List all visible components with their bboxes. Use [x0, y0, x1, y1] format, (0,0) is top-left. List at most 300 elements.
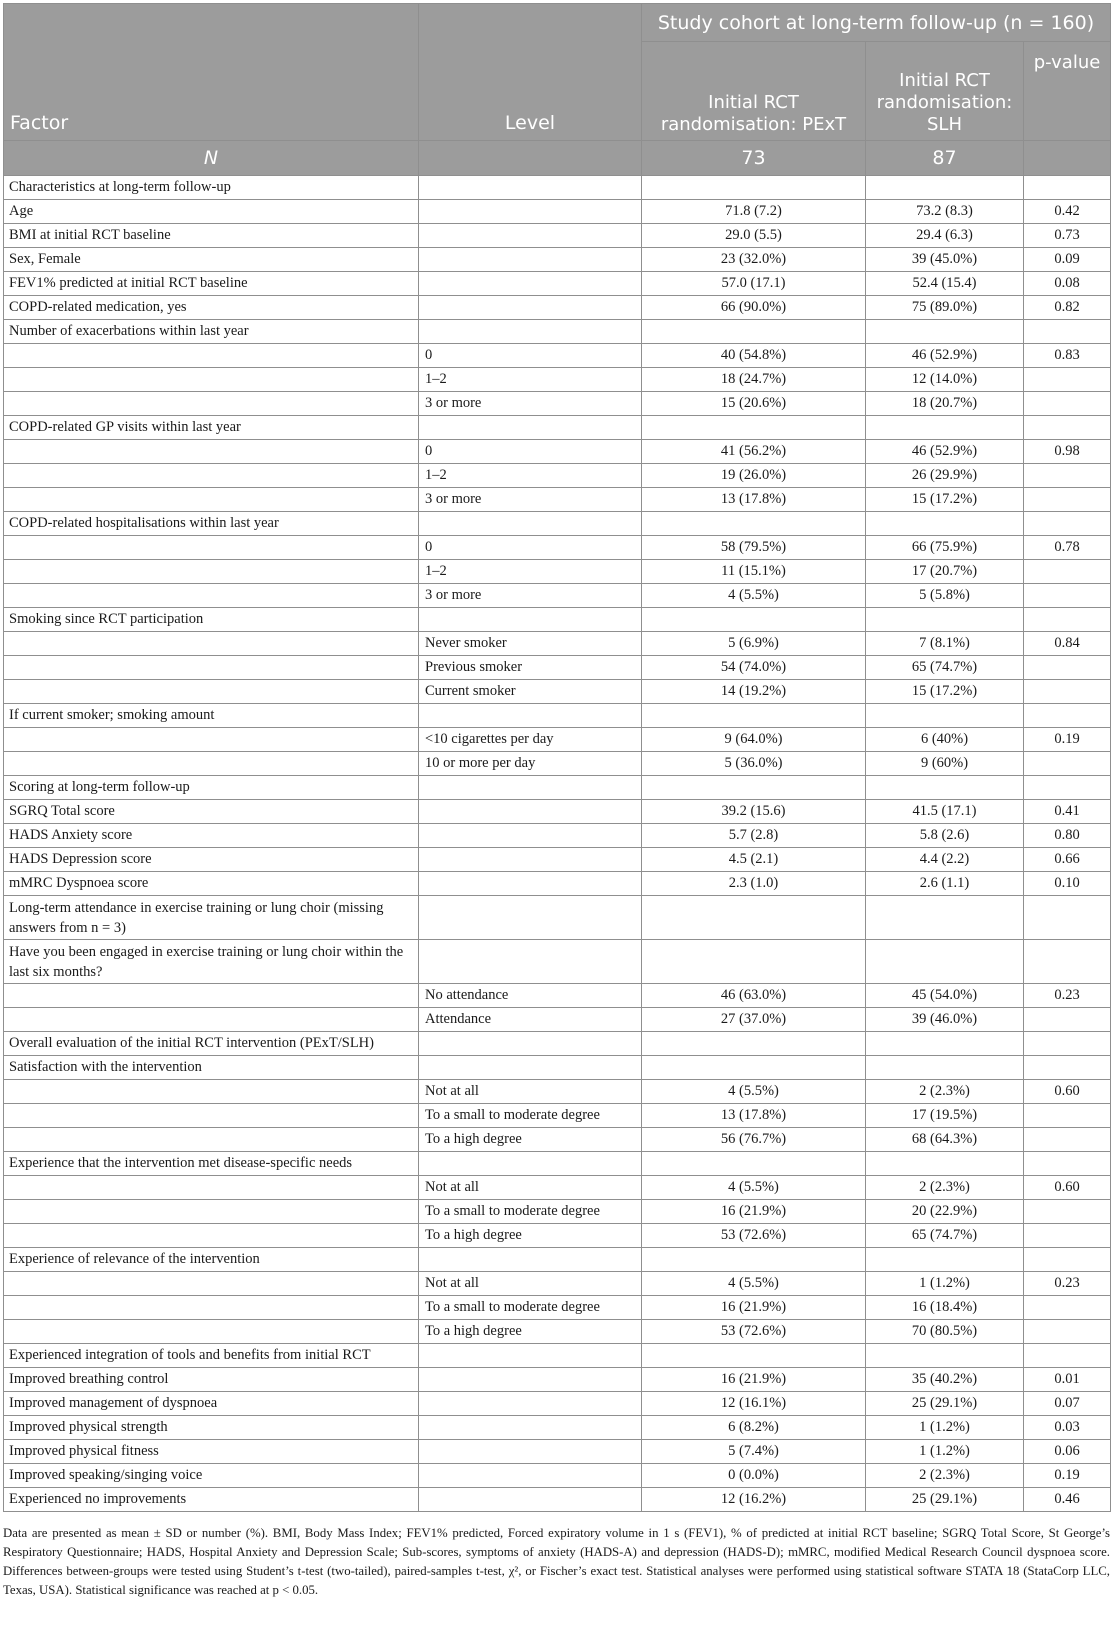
pvalue-cell: 0.01 [1024, 1368, 1111, 1392]
factor-cell: Have you been engaged in exercise training or lung choir within the last six months? [4, 940, 419, 984]
pext-value-cell [642, 176, 866, 200]
pvalue-cell: 0.66 [1024, 848, 1111, 872]
table-row [4, 752, 1111, 776]
pvalue-cell [1024, 1224, 1111, 1248]
pvalue-cell: 0.73 [1024, 224, 1111, 248]
slh-value-cell [866, 1248, 1024, 1272]
level-cell [419, 608, 642, 632]
level-cell [419, 176, 642, 200]
factor-cell: If current smoker; smoking amount [4, 704, 419, 728]
slh-value-cell [866, 608, 1024, 632]
pext-value-cell: 5.7 (2.8) [642, 824, 866, 848]
n-pvalue-empty [1024, 141, 1111, 176]
factor-cell: BMI at initial RCT baseline [4, 224, 419, 248]
level-cell: 1–2 [419, 464, 642, 488]
slh-value-cell: 6 (40%) [866, 728, 1024, 752]
table-row [4, 488, 1111, 512]
slh-value-cell: 1 (1.2%) [866, 1272, 1024, 1296]
table-footnote: Data are presented as mean ± SD or number (%). BMI, Body Mass Index; FEV1% predicted, Forced expiratory volume in 1 s (FEV1), % of predicted at initial RCT baseline; SGRQ Total Score, St George’s Respiratory Questionnaire; HADS, Hospital Anxiety and Depression Scale; Sub-scores, symptoms of anxiety (HADS-A) and depression (HADS-D); mMRC, modified Medical Research Council dyspnoea score. Differences between-groups were tested using Student’s t-test (two-tailed), paired-samples t-test, χ², or Fischer’s exact test. Statistical analyses were performed using statistical software STATA 18 (StataCorp LLC, Texas, USA). Statistical significance was reached at p < 0.05. [3, 1526, 1110, 1597]
factor-cell: Experience of relevance of the intervention [4, 1248, 419, 1272]
slh-value-cell: 18 (20.7%) [866, 392, 1024, 416]
slh-value-cell: 65 (74.7%) [866, 656, 1024, 680]
slh-value-cell: 1 (1.2%) [866, 1416, 1024, 1440]
table-row [4, 1296, 1111, 1320]
pext-value-cell [642, 704, 866, 728]
pvalue-cell [1024, 176, 1111, 200]
table-row [4, 1128, 1111, 1152]
factor-cell: Experienced integration of tools and benefits from initial RCT [4, 1344, 419, 1368]
factor-cell: Characteristics at long-term follow-up [4, 176, 419, 200]
factor-cell [4, 536, 419, 560]
pext-value-cell: 41 (56.2%) [642, 440, 866, 464]
pvalue-cell [1024, 1128, 1111, 1152]
table-row [4, 1392, 1111, 1416]
pext-value-cell: 53 (72.6%) [642, 1320, 866, 1344]
slh-value-cell: 70 (80.5%) [866, 1320, 1024, 1344]
header-level: Level [419, 4, 642, 141]
pvalue-cell [1024, 584, 1111, 608]
slh-value-cell: 5 (5.8%) [866, 584, 1024, 608]
pext-value-cell [642, 776, 866, 800]
level-cell: <10 cigarettes per day [419, 728, 642, 752]
factor-cell [4, 752, 419, 776]
level-cell: No attendance [419, 984, 642, 1008]
slh-value-cell [866, 896, 1024, 940]
table-row [4, 872, 1111, 896]
pvalue-cell [1024, 608, 1111, 632]
pvalue-cell: 0.60 [1024, 1176, 1111, 1200]
table-body [4, 176, 1111, 1512]
slh-value-cell: 39 (46.0%) [866, 1008, 1024, 1032]
table-row [4, 1464, 1111, 1488]
pvalue-cell: 0.03 [1024, 1416, 1111, 1440]
factor-cell: HADS Anxiety score [4, 824, 419, 848]
pvalue-cell: 0.46 [1024, 1488, 1111, 1512]
level-cell [419, 320, 642, 344]
pext-value-cell: 14 (19.2%) [642, 680, 866, 704]
pext-value-cell: 2.3 (1.0) [642, 872, 866, 896]
n-pext: 73 [642, 141, 866, 176]
pvalue-cell [1024, 1320, 1111, 1344]
factor-cell: mMRC Dyspnoea score [4, 872, 419, 896]
table-row [4, 704, 1111, 728]
pvalue-cell: 0.06 [1024, 1440, 1111, 1464]
level-cell: Previous smoker [419, 656, 642, 680]
level-cell: 1–2 [419, 560, 642, 584]
pvalue-cell [1024, 752, 1111, 776]
pext-value-cell: 71.8 (7.2) [642, 200, 866, 224]
pext-value-cell: 39.2 (15.6) [642, 800, 866, 824]
table-row [4, 848, 1111, 872]
pext-value-cell: 46 (63.0%) [642, 984, 866, 1008]
factor-cell [4, 1200, 419, 1224]
table-row [4, 1320, 1111, 1344]
slh-value-cell [866, 512, 1024, 536]
pext-value-cell: 4 (5.5%) [642, 1176, 866, 1200]
pext-value-cell: 18 (24.7%) [642, 368, 866, 392]
n-slh: 87 [866, 141, 1024, 176]
pext-value-cell: 66 (90.0%) [642, 296, 866, 320]
factor-cell [4, 440, 419, 464]
factor-cell: Improved breathing control [4, 1368, 419, 1392]
table-row [4, 776, 1111, 800]
level-cell: To a high degree [419, 1224, 642, 1248]
factor-cell [4, 1176, 419, 1200]
pext-value-cell: 9 (64.0%) [642, 728, 866, 752]
factor-cell: HADS Depression score [4, 848, 419, 872]
factor-cell: Improved physical strength [4, 1416, 419, 1440]
table-row [4, 984, 1111, 1008]
table-row [4, 1008, 1111, 1032]
slh-value-cell: 5.8 (2.6) [866, 824, 1024, 848]
table-row [4, 1440, 1111, 1464]
table-row [4, 560, 1111, 584]
slh-value-cell: 39 (45.0%) [866, 248, 1024, 272]
pext-value-cell [642, 896, 866, 940]
header-cohort: Study cohort at long-term follow-up (n = 160) [642, 4, 1111, 42]
pext-value-cell: 4.5 (2.1) [642, 848, 866, 872]
factor-cell [4, 464, 419, 488]
table-row [4, 296, 1111, 320]
results-table [3, 3, 1111, 1512]
table-row [4, 1080, 1111, 1104]
level-cell: 0 [419, 344, 642, 368]
pext-value-cell: 23 (32.0%) [642, 248, 866, 272]
slh-value-cell: 65 (74.7%) [866, 1224, 1024, 1248]
factor-cell: Long-term attendance in exercise training or lung choir (missing answers from n = 3) [4, 896, 419, 940]
level-cell [419, 704, 642, 728]
level-cell [419, 200, 642, 224]
pvalue-cell: 0.98 [1024, 440, 1111, 464]
table-row [4, 584, 1111, 608]
slh-value-cell: 4.4 (2.2) [866, 848, 1024, 872]
pvalue-cell: 0.19 [1024, 1464, 1111, 1488]
pvalue-cell [1024, 560, 1111, 584]
pext-value-cell [642, 1056, 866, 1080]
pvalue-cell: 0.09 [1024, 248, 1111, 272]
level-cell [419, 248, 642, 272]
table-row [4, 656, 1111, 680]
table-row [4, 1272, 1111, 1296]
pvalue-cell [1024, 940, 1111, 984]
slh-value-cell: 75 (89.0%) [866, 296, 1024, 320]
level-cell: To a small to moderate degree [419, 1200, 642, 1224]
pext-value-cell: 54 (74.0%) [642, 656, 866, 680]
table-row [4, 464, 1111, 488]
slh-value-cell: 16 (18.4%) [866, 1296, 1024, 1320]
pext-value-cell [642, 1032, 866, 1056]
pvalue-cell: 0.83 [1024, 344, 1111, 368]
table-row [4, 200, 1111, 224]
table-row [4, 536, 1111, 560]
level-cell: 0 [419, 536, 642, 560]
slh-value-cell: 2.6 (1.1) [866, 872, 1024, 896]
pvalue-cell [1024, 1008, 1111, 1032]
pext-value-cell: 6 (8.2%) [642, 1416, 866, 1440]
slh-value-cell [866, 320, 1024, 344]
slh-value-cell: 15 (17.2%) [866, 680, 1024, 704]
pext-value-cell: 0 (0.0%) [642, 1464, 866, 1488]
factor-cell [4, 1128, 419, 1152]
table-row [4, 680, 1111, 704]
level-cell [419, 800, 642, 824]
pext-value-cell: 53 (72.6%) [642, 1224, 866, 1248]
factor-cell [4, 728, 419, 752]
slh-value-cell: 29.4 (6.3) [866, 224, 1024, 248]
level-cell: 0 [419, 440, 642, 464]
slh-value-cell [866, 416, 1024, 440]
factor-cell [4, 1080, 419, 1104]
table-row [4, 344, 1111, 368]
pvalue-cell [1024, 464, 1111, 488]
pvalue-cell: 0.08 [1024, 272, 1111, 296]
slh-value-cell [866, 776, 1024, 800]
pvalue-cell [1024, 416, 1111, 440]
level-cell [419, 296, 642, 320]
pvalue-cell: 0.41 [1024, 800, 1111, 824]
table-row [4, 368, 1111, 392]
level-cell: Not at all [419, 1080, 642, 1104]
level-cell [419, 1344, 642, 1368]
pext-value-cell: 16 (21.9%) [642, 1200, 866, 1224]
factor-cell [4, 584, 419, 608]
pvalue-cell [1024, 1344, 1111, 1368]
level-cell [419, 824, 642, 848]
factor-cell [4, 344, 419, 368]
level-cell: 3 or more [419, 392, 642, 416]
pvalue-cell: 0.42 [1024, 200, 1111, 224]
factor-cell [4, 1296, 419, 1320]
pvalue-cell [1024, 488, 1111, 512]
level-cell [419, 1032, 642, 1056]
pvalue-cell: 0.84 [1024, 632, 1111, 656]
level-cell [419, 224, 642, 248]
factor-cell: Experienced no improvements [4, 1488, 419, 1512]
pext-value-cell: 4 (5.5%) [642, 1080, 866, 1104]
pext-value-cell: 4 (5.5%) [642, 1272, 866, 1296]
level-cell [419, 1248, 642, 1272]
slh-value-cell [866, 1032, 1024, 1056]
level-cell: 1–2 [419, 368, 642, 392]
pext-value-cell [642, 1248, 866, 1272]
pext-value-cell [642, 416, 866, 440]
pvalue-cell [1024, 1200, 1111, 1224]
table-row [4, 1488, 1111, 1512]
pvalue-cell: 0.23 [1024, 984, 1111, 1008]
pext-value-cell: 56 (76.7%) [642, 1128, 866, 1152]
factor-cell: Experience that the intervention met disease-specific needs [4, 1152, 419, 1176]
level-cell: 10 or more per day [419, 752, 642, 776]
table-row [4, 1344, 1111, 1368]
pext-value-cell [642, 512, 866, 536]
level-cell: 3 or more [419, 488, 642, 512]
pext-value-cell: 4 (5.5%) [642, 584, 866, 608]
pext-value-cell: 11 (15.1%) [642, 560, 866, 584]
factor-cell [4, 392, 419, 416]
level-cell: 3 or more [419, 584, 642, 608]
level-cell: Never smoker [419, 632, 642, 656]
pvalue-cell: 0.07 [1024, 1392, 1111, 1416]
level-cell: To a high degree [419, 1128, 642, 1152]
table-row [4, 416, 1111, 440]
table-row [4, 248, 1111, 272]
level-cell [419, 776, 642, 800]
factor-cell [4, 560, 419, 584]
slh-value-cell: 1 (1.2%) [866, 1440, 1024, 1464]
level-cell: Attendance [419, 1008, 642, 1032]
pvalue-cell [1024, 656, 1111, 680]
slh-value-cell: 66 (75.9%) [866, 536, 1024, 560]
slh-value-cell: 52.4 (15.4) [866, 272, 1024, 296]
pext-value-cell [642, 320, 866, 344]
factor-cell: SGRQ Total score [4, 800, 419, 824]
pvalue-cell [1024, 1248, 1111, 1272]
factor-cell: Sex, Female [4, 248, 419, 272]
level-cell: Not at all [419, 1272, 642, 1296]
pvalue-cell: 0.80 [1024, 824, 1111, 848]
slh-value-cell: 45 (54.0%) [866, 984, 1024, 1008]
slh-value-cell [866, 1152, 1024, 1176]
slh-value-cell: 73.2 (8.3) [866, 200, 1024, 224]
level-cell [419, 1368, 642, 1392]
level-cell: To a high degree [419, 1320, 642, 1344]
pext-value-cell [642, 1344, 866, 1368]
pvalue-cell: 0.78 [1024, 536, 1111, 560]
table-row [4, 1056, 1111, 1080]
pext-value-cell: 5 (7.4%) [642, 1440, 866, 1464]
table-row [4, 824, 1111, 848]
level-cell [419, 1464, 642, 1488]
level-cell [419, 416, 642, 440]
slh-value-cell: 9 (60%) [866, 752, 1024, 776]
slh-value-cell: 2 (2.3%) [866, 1080, 1024, 1104]
level-cell [419, 848, 642, 872]
table-row [4, 1104, 1111, 1128]
table-row [4, 1032, 1111, 1056]
factor-cell [4, 656, 419, 680]
table-row [4, 1368, 1111, 1392]
level-cell [419, 1152, 642, 1176]
factor-cell: COPD-related hospitalisations within last year [4, 512, 419, 536]
factor-cell: Number of exacerbations within last year [4, 320, 419, 344]
level-cell [419, 1440, 642, 1464]
level-cell [419, 940, 642, 984]
slh-value-cell: 35 (40.2%) [866, 1368, 1024, 1392]
pext-value-cell: 5 (36.0%) [642, 752, 866, 776]
slh-value-cell: 17 (19.5%) [866, 1104, 1024, 1128]
pext-value-cell: 15 (20.6%) [642, 392, 866, 416]
pext-value-cell [642, 940, 866, 984]
pvalue-cell [1024, 512, 1111, 536]
pext-value-cell: 13 (17.8%) [642, 488, 866, 512]
header-group-pext: Initial RCT randomisation: PExT [642, 42, 866, 141]
pext-value-cell [642, 608, 866, 632]
table-row [4, 940, 1111, 984]
level-cell [419, 1488, 642, 1512]
factor-cell: Satisfaction with the intervention [4, 1056, 419, 1080]
slh-value-cell: 25 (29.1%) [866, 1488, 1024, 1512]
table-row [4, 608, 1111, 632]
pvalue-cell: 0.19 [1024, 728, 1111, 752]
pvalue-cell [1024, 1296, 1111, 1320]
table-row [4, 392, 1111, 416]
pvalue-cell [1024, 1104, 1111, 1128]
table-row [4, 728, 1111, 752]
pext-value-cell [642, 1152, 866, 1176]
slh-value-cell: 2 (2.3%) [866, 1176, 1024, 1200]
pext-value-cell: 29.0 (5.5) [642, 224, 866, 248]
level-cell: To a small to moderate degree [419, 1104, 642, 1128]
level-cell [419, 1056, 642, 1080]
table-row [4, 1152, 1111, 1176]
table-row [4, 1248, 1111, 1272]
pvalue-cell [1024, 1056, 1111, 1080]
pvalue-cell: 0.23 [1024, 1272, 1111, 1296]
level-cell [419, 896, 642, 940]
slh-value-cell: 46 (52.9%) [866, 344, 1024, 368]
level-cell: To a small to moderate degree [419, 1296, 642, 1320]
table-row [4, 1224, 1111, 1248]
factor-cell: Scoring at long-term follow-up [4, 776, 419, 800]
pvalue-cell [1024, 1032, 1111, 1056]
header-pvalue: p-value [1024, 42, 1111, 141]
pvalue-cell [1024, 368, 1111, 392]
pvalue-cell [1024, 392, 1111, 416]
pvalue-cell: 0.60 [1024, 1080, 1111, 1104]
results-table-container [3, 3, 1110, 1600]
table-row [4, 1416, 1111, 1440]
pext-value-cell: 16 (21.9%) [642, 1296, 866, 1320]
slh-value-cell: 41.5 (17.1) [866, 800, 1024, 824]
factor-cell [4, 632, 419, 656]
pvalue-cell [1024, 1152, 1111, 1176]
factor-cell [4, 1224, 419, 1248]
factor-cell: Improved management of dyspnoea [4, 1392, 419, 1416]
pvalue-cell [1024, 680, 1111, 704]
level-cell [419, 1416, 642, 1440]
factor-cell [4, 680, 419, 704]
pvalue-cell: 0.82 [1024, 296, 1111, 320]
n-level-empty [419, 141, 642, 176]
factor-cell [4, 1320, 419, 1344]
level-cell [419, 1392, 642, 1416]
factor-cell [4, 1008, 419, 1032]
factor-cell: FEV1% predicted at initial RCT baseline [4, 272, 419, 296]
factor-cell [4, 1104, 419, 1128]
pext-value-cell: 16 (21.9%) [642, 1368, 866, 1392]
table-row [4, 512, 1111, 536]
table-row [4, 320, 1111, 344]
slh-value-cell: 2 (2.3%) [866, 1464, 1024, 1488]
pext-value-cell: 40 (54.8%) [642, 344, 866, 368]
pext-value-cell: 58 (79.5%) [642, 536, 866, 560]
factor-cell: Smoking since RCT participation [4, 608, 419, 632]
pvalue-cell [1024, 320, 1111, 344]
table-row [4, 440, 1111, 464]
pvalue-cell [1024, 704, 1111, 728]
n-label: N [4, 141, 419, 176]
table-header [4, 4, 1111, 176]
slh-value-cell: 17 (20.7%) [866, 560, 1024, 584]
header-group-slh: Initial RCT randomisation: SLH [866, 42, 1024, 141]
pext-value-cell: 19 (26.0%) [642, 464, 866, 488]
table-row [4, 1200, 1111, 1224]
factor-cell: Overall evaluation of the initial RCT intervention (PExT/SLH) [4, 1032, 419, 1056]
slh-value-cell: 25 (29.1%) [866, 1392, 1024, 1416]
pext-value-cell: 12 (16.2%) [642, 1488, 866, 1512]
slh-value-cell [866, 176, 1024, 200]
factor-cell: Improved physical fitness [4, 1440, 419, 1464]
